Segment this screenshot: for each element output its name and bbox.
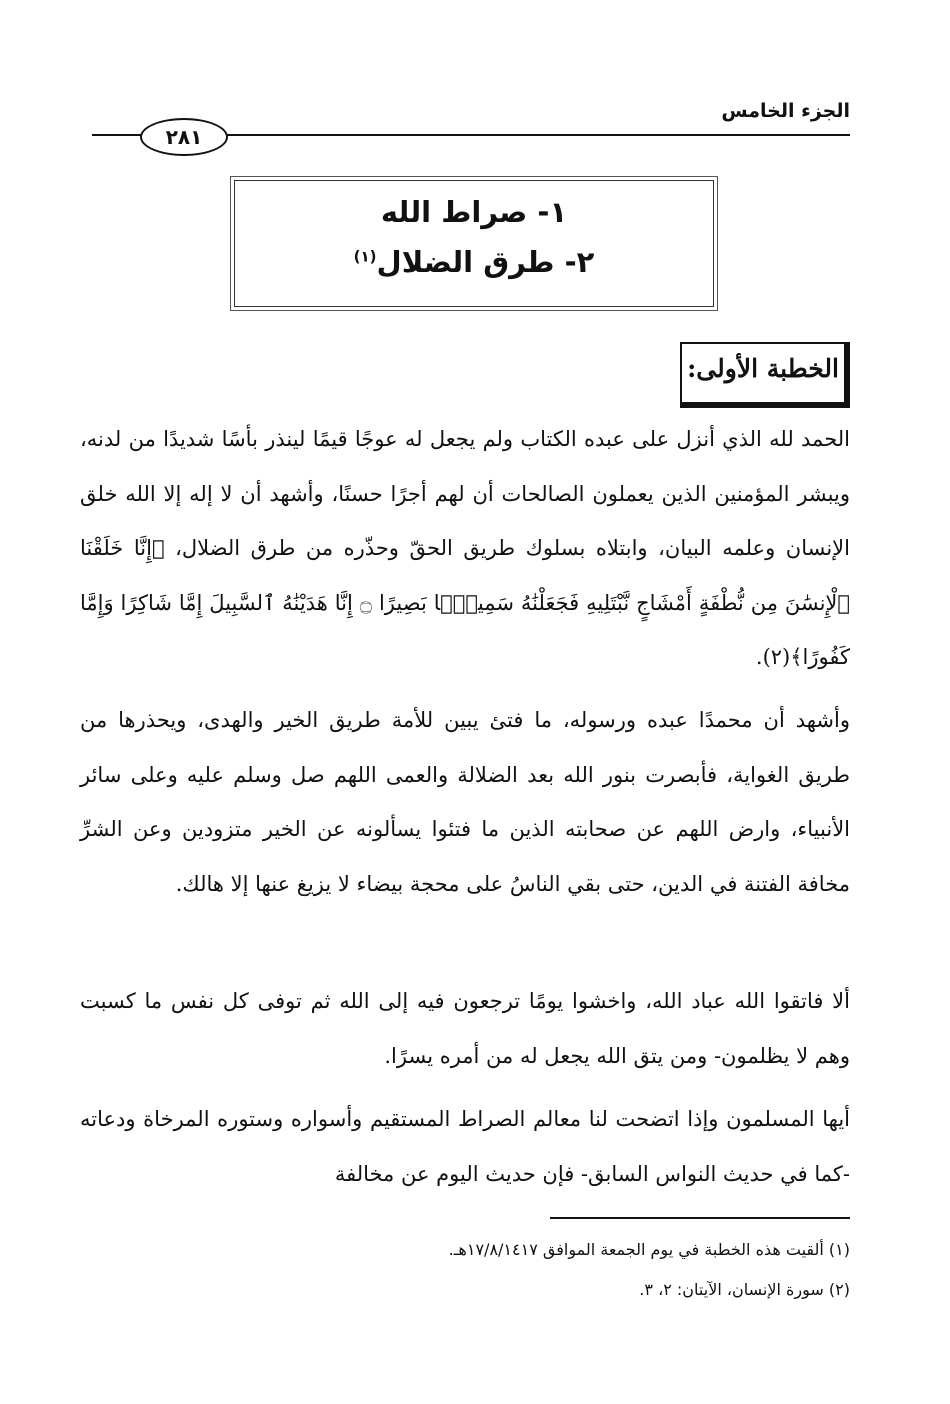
page-number-badge	[140, 118, 228, 156]
body-paragraph-4: أيها المسلمون وإذا اتضحت لنا معالم الصراط المستقيم وأسواره وستوره المرخاة ودعاته -كما في حديث النواس السابق- فإن حديث اليوم عن مخالفة	[80, 1107, 850, 1186]
header-rule-left	[92, 134, 142, 136]
section-heading-box	[680, 342, 850, 408]
footnote-marker-1: (١)	[353, 247, 377, 266]
body-paragraph-1: الحمد لله الذي أنزل على عبده الكتاب ولم يجعل له عوجًا قيمًا لينذر بأسًا شديدًا من لدنه، ويبشر المؤمنين الذين يعملون الصالحات أن لهم أجرًا حسنًا، وأشهد أن لا إله إلا الله خلق الإنسان وعلمه البيان، وابتلاه بسلوك طريق الحقّ وحذّره من طرق الضلال، ﴿إِنَّا خَلَقْنَا ٱلْإِنسَٰنَ مِن نُّطْفَةٍ أَمْشَاجٍ نَّبْتَلِيهِ فَجَعَلْنَٰهُ سَمِيعًۢا بَصِيرًا ۝ إِنَّا هَدَيْنَٰهُ ٱلسَّبِيلَ إِمَّا شَاكِرًا وَإِمَّا كَفُورًا﴾(٢).	[80, 427, 851, 669]
body-paragraph-2: وأشهد أن محمدًا عبده ورسوله، ما فتئ يبين للأمة طريق الخير والهدى، ويحذرها من طريق الغواية، فأبصرت بنور الله بعد الضلالة والعمى اللهم صل وسلم عليه وعلى سائر الأنبياء، وارض اللهم عن صحابته الذين ما فتئوا يسألونه عن الخير متزودين وعن الشرِّ مخافة الفتنة في الدين، حتى بقي الناسُ على محجة بيضاء لا يزيغ عنها إلا هالك.	[80, 708, 850, 896]
footnote-separator	[550, 1217, 850, 1219]
chapter-title-line-1: ١- صراط الله	[380, 195, 568, 229]
body-paragraph-3: ألا فاتقوا الله عباد الله، واخشوا يومًا ترجعون فيه إلى الله ثم توفى كل نفس ما كسبت وهم لا يظلمون- ومن يتق الله يجعل له من أمره يسرًا.	[80, 989, 850, 1068]
chapter-title-line-2	[235, 245, 713, 279]
chapter-title-box	[234, 180, 714, 307]
footnote-2: (٢) سورة الإنسان، الآيتان: ٢، ٣.	[639, 1280, 850, 1299]
chapter-title-line-2-text: ٢- طرق الضلال	[376, 245, 595, 279]
footnote-1: (١) ألقيت هذه الخطبة في يوم الجمعة الموافق ١٧/٨/١٤١٧هـ.	[448, 1240, 850, 1259]
page-number: ٢٨١	[165, 125, 203, 149]
header-rule	[222, 134, 850, 136]
section-heading: الخطبة الأولى:	[687, 354, 839, 383]
running-header-title: الجزء الخامس	[721, 100, 850, 122]
